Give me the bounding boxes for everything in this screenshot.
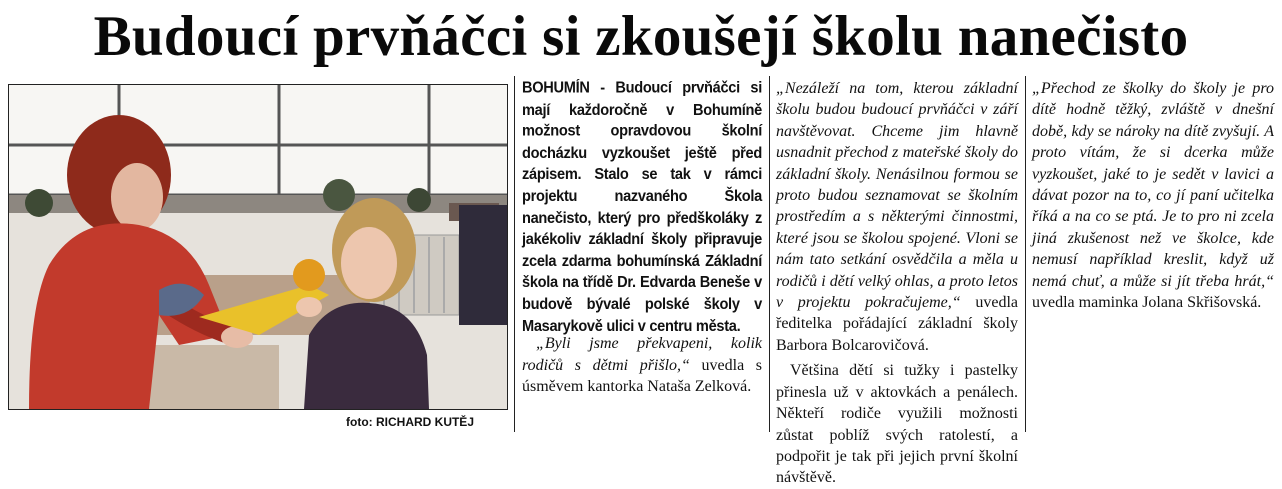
article-paragraph-2 — [522, 333, 762, 397]
article-column-3 — [1032, 78, 1274, 434]
article-paragraph-2-cont — [776, 78, 1018, 356]
column-divider — [514, 76, 515, 432]
headline: Budoucí prvňáčci si zkoušejí školu nanečisto — [93, 5, 1189, 68]
photo-credit: foto: RICHARD KUTĚJ — [346, 415, 474, 429]
article-column-2 — [776, 78, 1018, 487]
article-paragraph-3-cont — [1032, 78, 1274, 313]
quote-director: „Nezáleží na tom, kterou základní školu budou budoucí prvňáčci v září navštěvovat. Chceme jim hlavně usnadnit přechod z mateřské školy do základní školy. Nenásilnou formou se proto budou seznamovat se školním prostředím a s některými činnostmi, které jsou se školou spojené. Vloni se nám tato setkání osvědčila a měla u rodičů i dětí velký ohlas, a proto letos v projektu pokračujeme,“ — [776, 80, 1018, 312]
photo-illustration — [9, 85, 507, 409]
quote-teacher: „Byli jsme překvapeni, kolik rodičů s dětmi přišlo,“ — [522, 335, 762, 374]
article-column-1 — [522, 78, 762, 434]
text-segment: uvedla s úsměvem kantorka Nataša Zelková. — [522, 356, 762, 395]
column-divider — [769, 76, 770, 432]
text-segment: uvedla maminka Jolana Skřišovská. — [1032, 294, 1262, 312]
column-divider — [1025, 76, 1026, 432]
article-lead: BOHUMÍN - Budoucí prvňáčci si mají každoročně v Bohumíně možnost opravdovou školní docházku vyzkoušet ještě před zápisem. Stalo se tak v rámci projektu nazvaného Škola nanečisto, který pro předškoláky z jakékoliv základní školy připravuje zcela zdarma bohumínská Základní škola na třídě Dr. Edvarda Beneše v budově bývalé polské školy v Masarykově ulici v centru města. — [522, 80, 762, 335]
quote-mother: „Přechod ze školky do školy je pro dítě hodně těžký, zvláště v dnešní době, kdy se nároky na dítě zvyšují. A proto vítám, že si dcerka může vyzkoušet, jaké to je sedět v lavici a dávat pozor na to, co jí paní učitelka říká a na co se ptá. Je to pro ni zcela jiná zkušenost než ve školce, kde nemusí například kreslit, když už nemá chuť, a může si jít třeba hrát,“ — [1032, 80, 1274, 290]
text-segment: Většina dětí si tužky i pastelky přinesla už v aktovkách a penálech. Někteří rodiče využili možnosti zůstat poblíž svých ratolestí, a podpořit je tak při jejich první školní návštěvě. — [776, 362, 1018, 487]
text-segment: uvedla ředitelka pořádající základní školy Barbora Bolcarovičová. — [776, 294, 1018, 354]
article-photo — [8, 84, 508, 410]
article-paragraph-3 — [776, 360, 1018, 488]
